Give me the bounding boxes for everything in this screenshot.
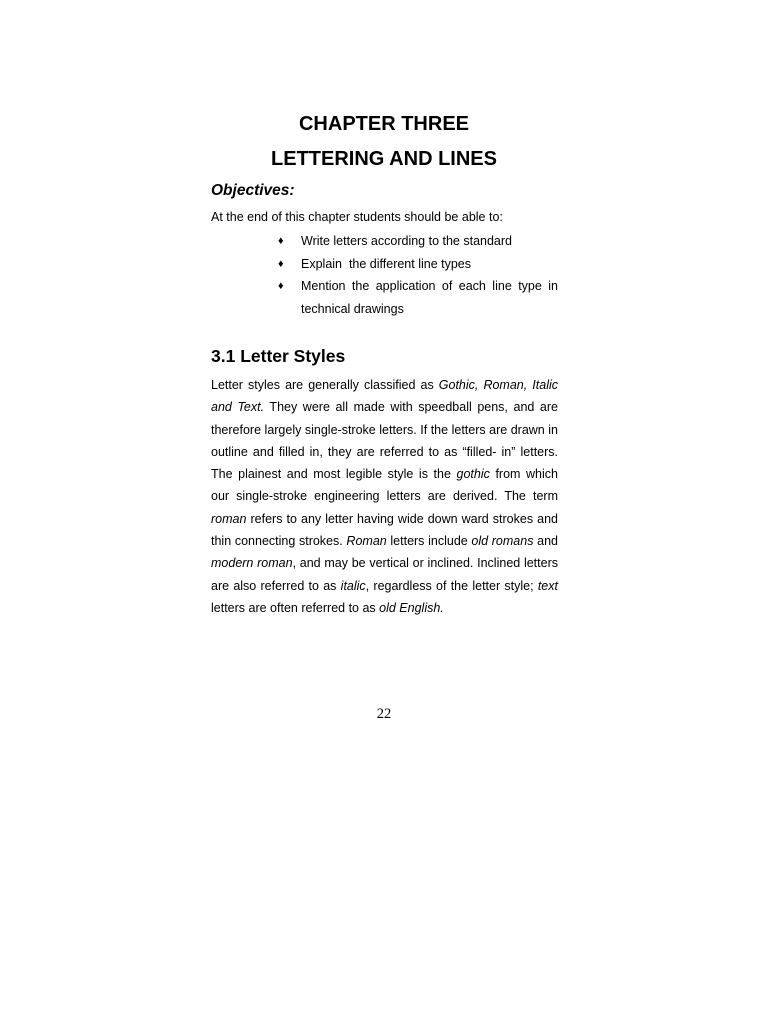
- paragraph-segment-italic: old romans: [471, 534, 534, 549]
- paragraph-segment: refers to any letter having wide down ward strokes and thin connecting strokes.: [211, 511, 558, 549]
- paragraph-segment: Letter styles are generally classified as: [211, 378, 439, 392]
- list-item: [278, 253, 558, 276]
- list-item: [278, 275, 558, 320]
- chapter-subtitle: LETTERING AND LINES: [271, 148, 497, 170]
- bullet-diamond-icon: ♦: [278, 257, 284, 270]
- paragraph-segment-italic: modern roman: [211, 556, 293, 571]
- objectives-list: [278, 230, 558, 320]
- paragraph-segment: letters are often referred to as: [211, 600, 380, 615]
- section-heading: 3.1 Letter Styles: [211, 346, 346, 366]
- bullet-diamond-icon: ♦: [278, 235, 284, 247]
- paragraph-segment: and: [533, 534, 558, 549]
- section-paragraph: [211, 374, 558, 619]
- objectives-intro: At the end of this chapter students should be able to:: [211, 210, 503, 224]
- paragraph-segment: , regardless of the letter style;: [365, 578, 538, 593]
- paragraph-segment-italic: Roman: [346, 534, 387, 549]
- paragraph-segment-italic: text: [537, 578, 558, 593]
- list-item-text: Mention the application of each line type in technical drawings: [301, 279, 558, 316]
- chapter-title: CHAPTER THREE: [298, 113, 469, 135]
- paragraph-segment: They were all made with speedball pens, and are therefore largely single-stroke letters. If the letters are drawn in outline and filled in, they are referred to as “filled- in” letters. The plainest and most legible style is the: [211, 400, 558, 482]
- paragraph-segment: , and may be vertical or inclined. Inclined letters are also referred to as: [211, 556, 558, 593]
- list-item: [278, 230, 558, 253]
- paragraph-segment: from which our single-stroke engineering letters are derived. The term: [211, 467, 558, 504]
- paragraph-segment-italic: gothic: [456, 467, 490, 482]
- list-item-text: Write letters according to the standard: [301, 234, 512, 248]
- bullet-diamond-icon: ♦: [278, 280, 284, 292]
- paragraph-segment: letters include: [386, 534, 472, 549]
- list-item-text: Explain the different line types: [301, 256, 472, 271]
- paragraph-segment-italic: italic: [340, 578, 366, 593]
- paragraph-segment-italic: Gothic, Roman, Italic and Text.: [211, 378, 558, 415]
- paragraph-segment-italic: old English.: [379, 600, 444, 615]
- objectives-heading: Objectives:: [211, 182, 295, 199]
- page-number: 22: [376, 706, 392, 722]
- paragraph-segment-italic: roman: [211, 511, 247, 526]
